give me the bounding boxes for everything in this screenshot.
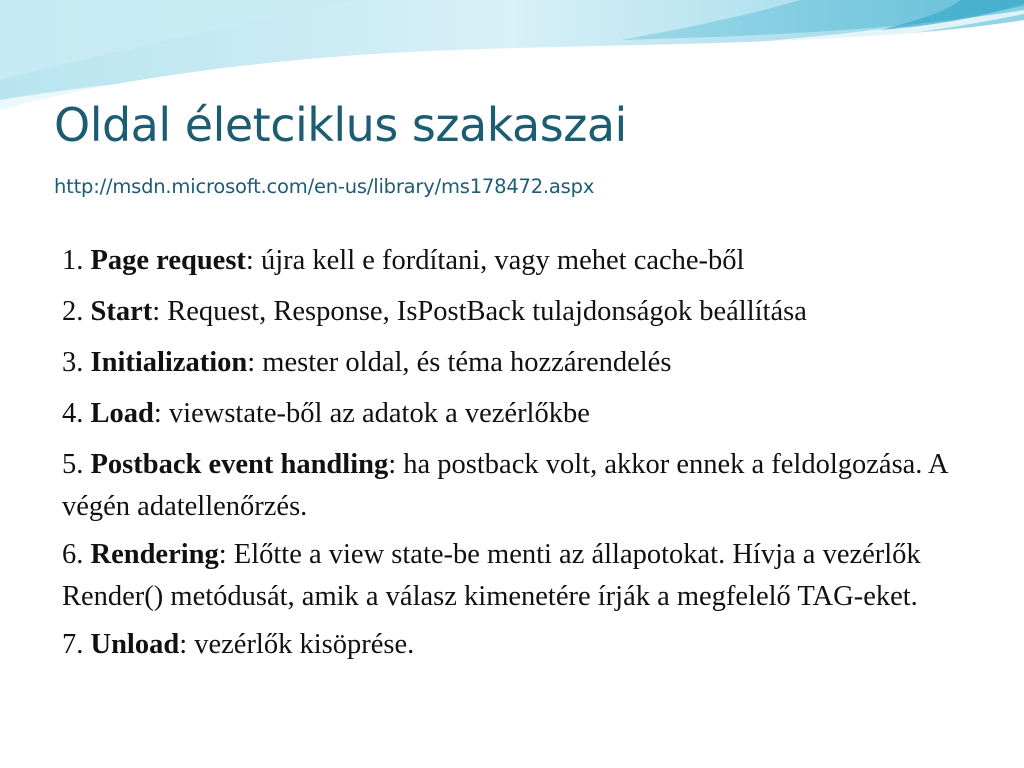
- item-term: Page request: [90, 245, 246, 276]
- list-item: [62, 240, 962, 282]
- item-number: 1.: [62, 245, 91, 276]
- list-item: [62, 393, 962, 435]
- lifecycle-stage-list: [62, 240, 962, 675]
- slide-title: Oldal életciklus szakaszai: [54, 98, 627, 152]
- item-number: 7.: [62, 629, 91, 660]
- item-text: : viewstate-ből az adatok a vezérlőkbe: [153, 398, 590, 429]
- item-number: 3.: [62, 347, 91, 378]
- item-text: : újra kell e fordítani, vagy mehet cache-ből: [245, 245, 745, 276]
- list-item: [62, 342, 962, 384]
- item-number: 2.: [62, 296, 91, 327]
- item-number: 4.: [62, 398, 91, 429]
- item-text: : Előtte a view state-be menti az állapotokat. Hívja a vezérlők Render() metódusát, amik a válasz kimenetére írják a megfelelő TAG-eket.: [62, 539, 921, 612]
- item-term: Initialization: [90, 347, 248, 378]
- list-item: [62, 291, 962, 333]
- item-text: : vezérlők kisöprése.: [179, 629, 415, 660]
- list-item: [62, 624, 962, 666]
- slide-subtitle-url: http://msdn.microsoft.com/en-us/library/ms178472.aspx: [54, 175, 595, 198]
- item-term: Unload: [90, 629, 180, 660]
- item-text: : ha postback volt, akkor ennek a feldolgozása. A végén adatellenőrzés.: [62, 449, 947, 522]
- item-term: Start: [90, 296, 153, 327]
- item-term: Postback event handling: [90, 449, 389, 480]
- item-text: : mester oldal, és téma hozzárendelés: [247, 347, 672, 378]
- list-item: [62, 534, 962, 618]
- item-number: 5.: [62, 449, 91, 480]
- item-term: Load: [90, 398, 154, 429]
- list-item: [62, 444, 962, 528]
- item-number: 6.: [62, 539, 91, 570]
- item-text: : Request, Response, IsPostBack tulajdonságok beállítása: [152, 296, 807, 327]
- item-term: Rendering: [90, 539, 219, 570]
